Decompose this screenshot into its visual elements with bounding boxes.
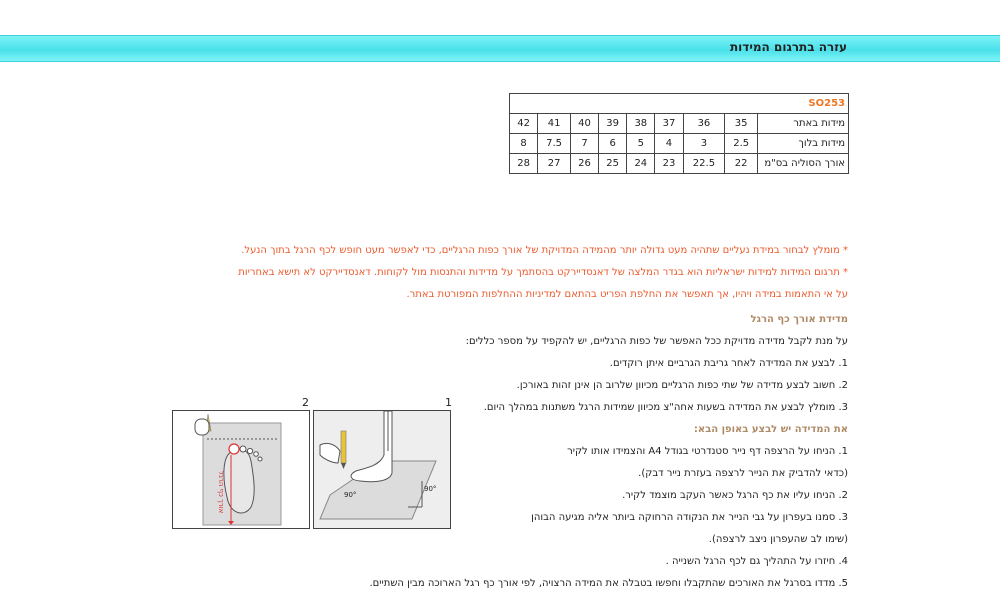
measure-intro: על מנת לקבל מדידה מדויקת ככל האפשר של כפות הרגליים, יש להקפיד על מספר כללים: [465,336,848,347]
step-item: (שימו לב שהעפרון ניצב לרצפה). [708,534,848,545]
foot-length-label: אורך כף הרגל [217,471,225,514]
table-cell: 27 [538,154,571,174]
table-cell: 6 [599,134,627,154]
measure-title: מדידת אורך כף הרגל [750,314,848,325]
table-cell: 8 [510,134,538,154]
rule-item: 3. מומלץ לבצע את המדידה בשעות אחה"צ מכיוון שמידות הרגל משתנות במהלך היום. [483,402,848,413]
table-cell: 5 [627,134,655,154]
note-disclaimer: * תרגום המידות למידות ישראליות הוא בגדר המלצה של דאנסדיירקט בהסתמך על מדידות והתנסות מול לקוחות. דאנסדיירקט לא תישא באחריות [238,267,848,278]
note-disclaimer-cont: על אי התאמות במידה ויהיו, אך תאפשר את החלפת הפריט בהתאם למדיניות ההחלפות המפורטת באתר. [406,289,848,300]
model-code: SO253 [510,94,849,114]
table-cell: 3 [683,134,725,154]
table-cell: 28 [510,154,538,174]
note-recommend-size: * מומלץ לבחור במידת נעליים שתהיה מעט גדולה יותר מהמידה המדויקת של אורך כפות הרגליים, כדי לאפשר מעט חופש לכף הרגל בתוך הנעל. [241,245,848,256]
table-cell: 40 [570,114,598,134]
figure-2-number: 2 [302,396,309,409]
page-title: עזרה בתרגום המידות [729,40,847,54]
table-cell: 38 [627,114,655,134]
figure-foot-wall [313,410,451,529]
table-cell: 7.5 [538,134,571,154]
table-cell: 22.5 [683,154,725,174]
table-cell: 39 [599,114,627,134]
table-cell: 42 [510,114,538,134]
row-label: מידות בלוך [758,134,849,154]
rule-item: 1. לבצע את המדידה לאחר גריבת הגרביים איתן רוקדים. [609,358,848,369]
size-table [509,93,849,174]
table-cell: 22 [725,154,758,174]
table-row [510,154,849,174]
table-cell: 25 [599,154,627,174]
row-label: מידות באתר [758,114,849,134]
table-cell: 35 [725,114,758,134]
table-header-row [510,94,849,114]
step-item: (כדאי להדביק את הנייר לרצפה בעזרת נייר דבק). [638,468,848,479]
step-item: 5. מדדו בסרגל את האורכים שהתקבלו וחפשו בטבלה את המידה הרצויה, לפי אורך כף רגל הארוכה מבין השתיים. [369,578,848,589]
rule-item: 2. חשוב לבצע מדידה של שתי כפות הרגליים מכיוון שלרוב הן אינן זהות באורכן. [516,380,848,391]
step-item: 3. סמנו בעפרון על גבי הנייר את הנקודה הרחוקה ביותר אליה מגיעה הבוהן [531,512,848,523]
table-cell: 26 [570,154,598,174]
foot-outline-illustration [173,411,309,528]
foot-wall-illustration [314,411,450,528]
row-label: אורך הסוליה בס"מ [758,154,849,174]
step-item: 4. חיזרו על התהליך גם לכף הרגל השנייה . [665,556,848,567]
table-row [510,134,849,154]
step-item: 1. הניחו על הרצפה דף נייר סטנדרטי בגודל A4 והצמידו אותו לקיר [567,446,848,457]
angle-label-bottom: 90° [344,491,357,499]
table-row [510,114,849,134]
table-cell: 2.5 [725,134,758,154]
table-cell: 24 [627,154,655,174]
figure-foot-outline [172,410,310,529]
table-cell: 36 [683,114,725,134]
table-cell: 4 [655,134,683,154]
table-cell: 7 [570,134,598,154]
table-cell: 23 [655,154,683,174]
angle-label-top: 90° [424,485,437,493]
table-cell: 41 [538,114,571,134]
table-cell: 37 [655,114,683,134]
header-bar [0,35,1000,62]
step-item: 2. הניחו עליו את כף הרגל כאשר העקב מוצמד לקיר. [622,490,848,501]
figure-1-number: 1 [445,396,452,409]
how-title: את המדידה יש לבצע באופן הבא: [693,424,848,435]
